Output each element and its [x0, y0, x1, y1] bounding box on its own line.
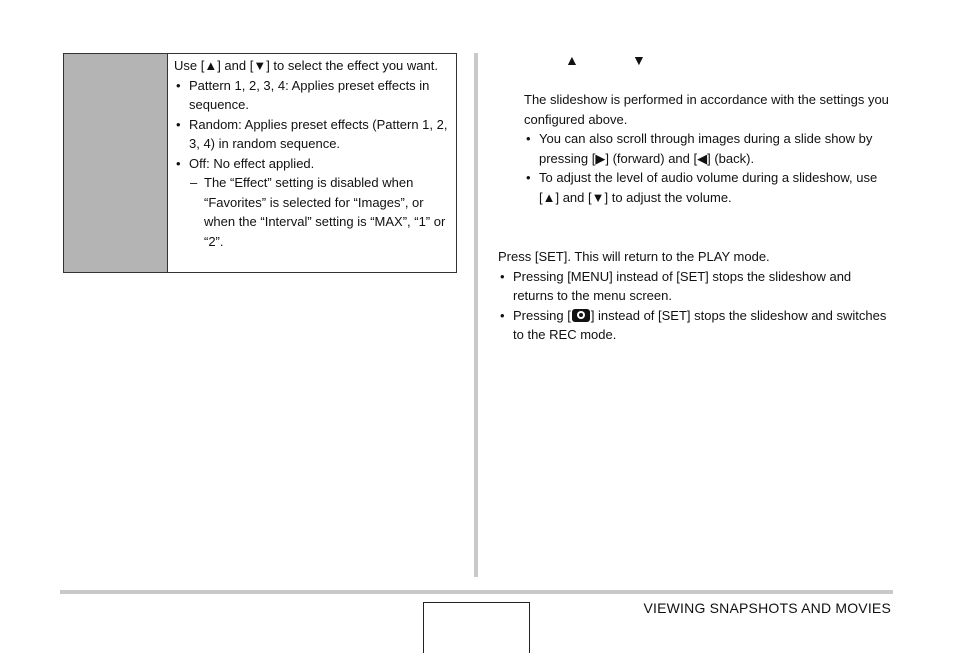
scroll-tip: • You can also scroll through images during a slide show by pressing [▶] (forward) and [◀] (back).: [524, 129, 894, 168]
camera-tip-prefix: Pressing [: [513, 307, 571, 323]
effect-intro-text: Use [▲] and [▼] to select the effect you want.: [174, 58, 438, 73]
table-description-cell: [168, 54, 456, 272]
slideshow-intro-text: The slideshow is performed in accordance with the settings you configured above.: [524, 92, 889, 127]
page-number-box: [423, 602, 530, 653]
camera-icon: [572, 309, 590, 322]
slideshow-section: [524, 90, 894, 207]
effect-option-pattern: • Pattern 1, 2, 3, 4: Applies preset effects in sequence.: [174, 76, 450, 115]
camera-tip-suffix: ] instead of [SET] stops the slideshow and switches to the REC mode.: [513, 307, 887, 342]
effect-option-off: [174, 154, 450, 252]
menu-stop-tip: • Pressing [MENU] instead of [SET] stops the slideshow and returns to the menu screen.: [498, 267, 894, 306]
column-divider: [474, 53, 478, 577]
stop-tips-list: [498, 267, 894, 345]
volume-tip: • To adjust the level of audio volume during a slideshow, use [▲] and [▼] to adjust the volume.: [524, 168, 894, 207]
stop-slideshow-section: [498, 247, 894, 345]
slideshow-tips-list: [524, 129, 894, 207]
footer-rule: [60, 590, 893, 594]
footer-section-title: VIEWING SNAPSHOTS AND MOVIES: [643, 600, 891, 616]
camera-stop-tip: [498, 306, 894, 345]
up-arrow-icon: ▲: [565, 52, 579, 68]
stop-intro-text: Press [SET]. This will return to the PLAY mode.: [498, 249, 770, 264]
effect-note-list: [189, 173, 450, 251]
effect-settings-table: [63, 53, 457, 273]
effect-option-random: • Random: Applies preset effects (Pattern 1, 2, 3, 4) in random sequence.: [174, 115, 450, 154]
down-arrow-icon: ▼: [632, 52, 646, 68]
effect-option-off-text: Off: No effect applied.: [189, 155, 315, 171]
effect-options-list: [174, 76, 450, 252]
table-label-cell: [64, 54, 168, 272]
effect-disabled-note: – The “Effect” setting is disabled when “Favorites” is selected for “Images”, or when the “Interval” setting is “MAX”, “1” or “2”.: [189, 173, 450, 251]
